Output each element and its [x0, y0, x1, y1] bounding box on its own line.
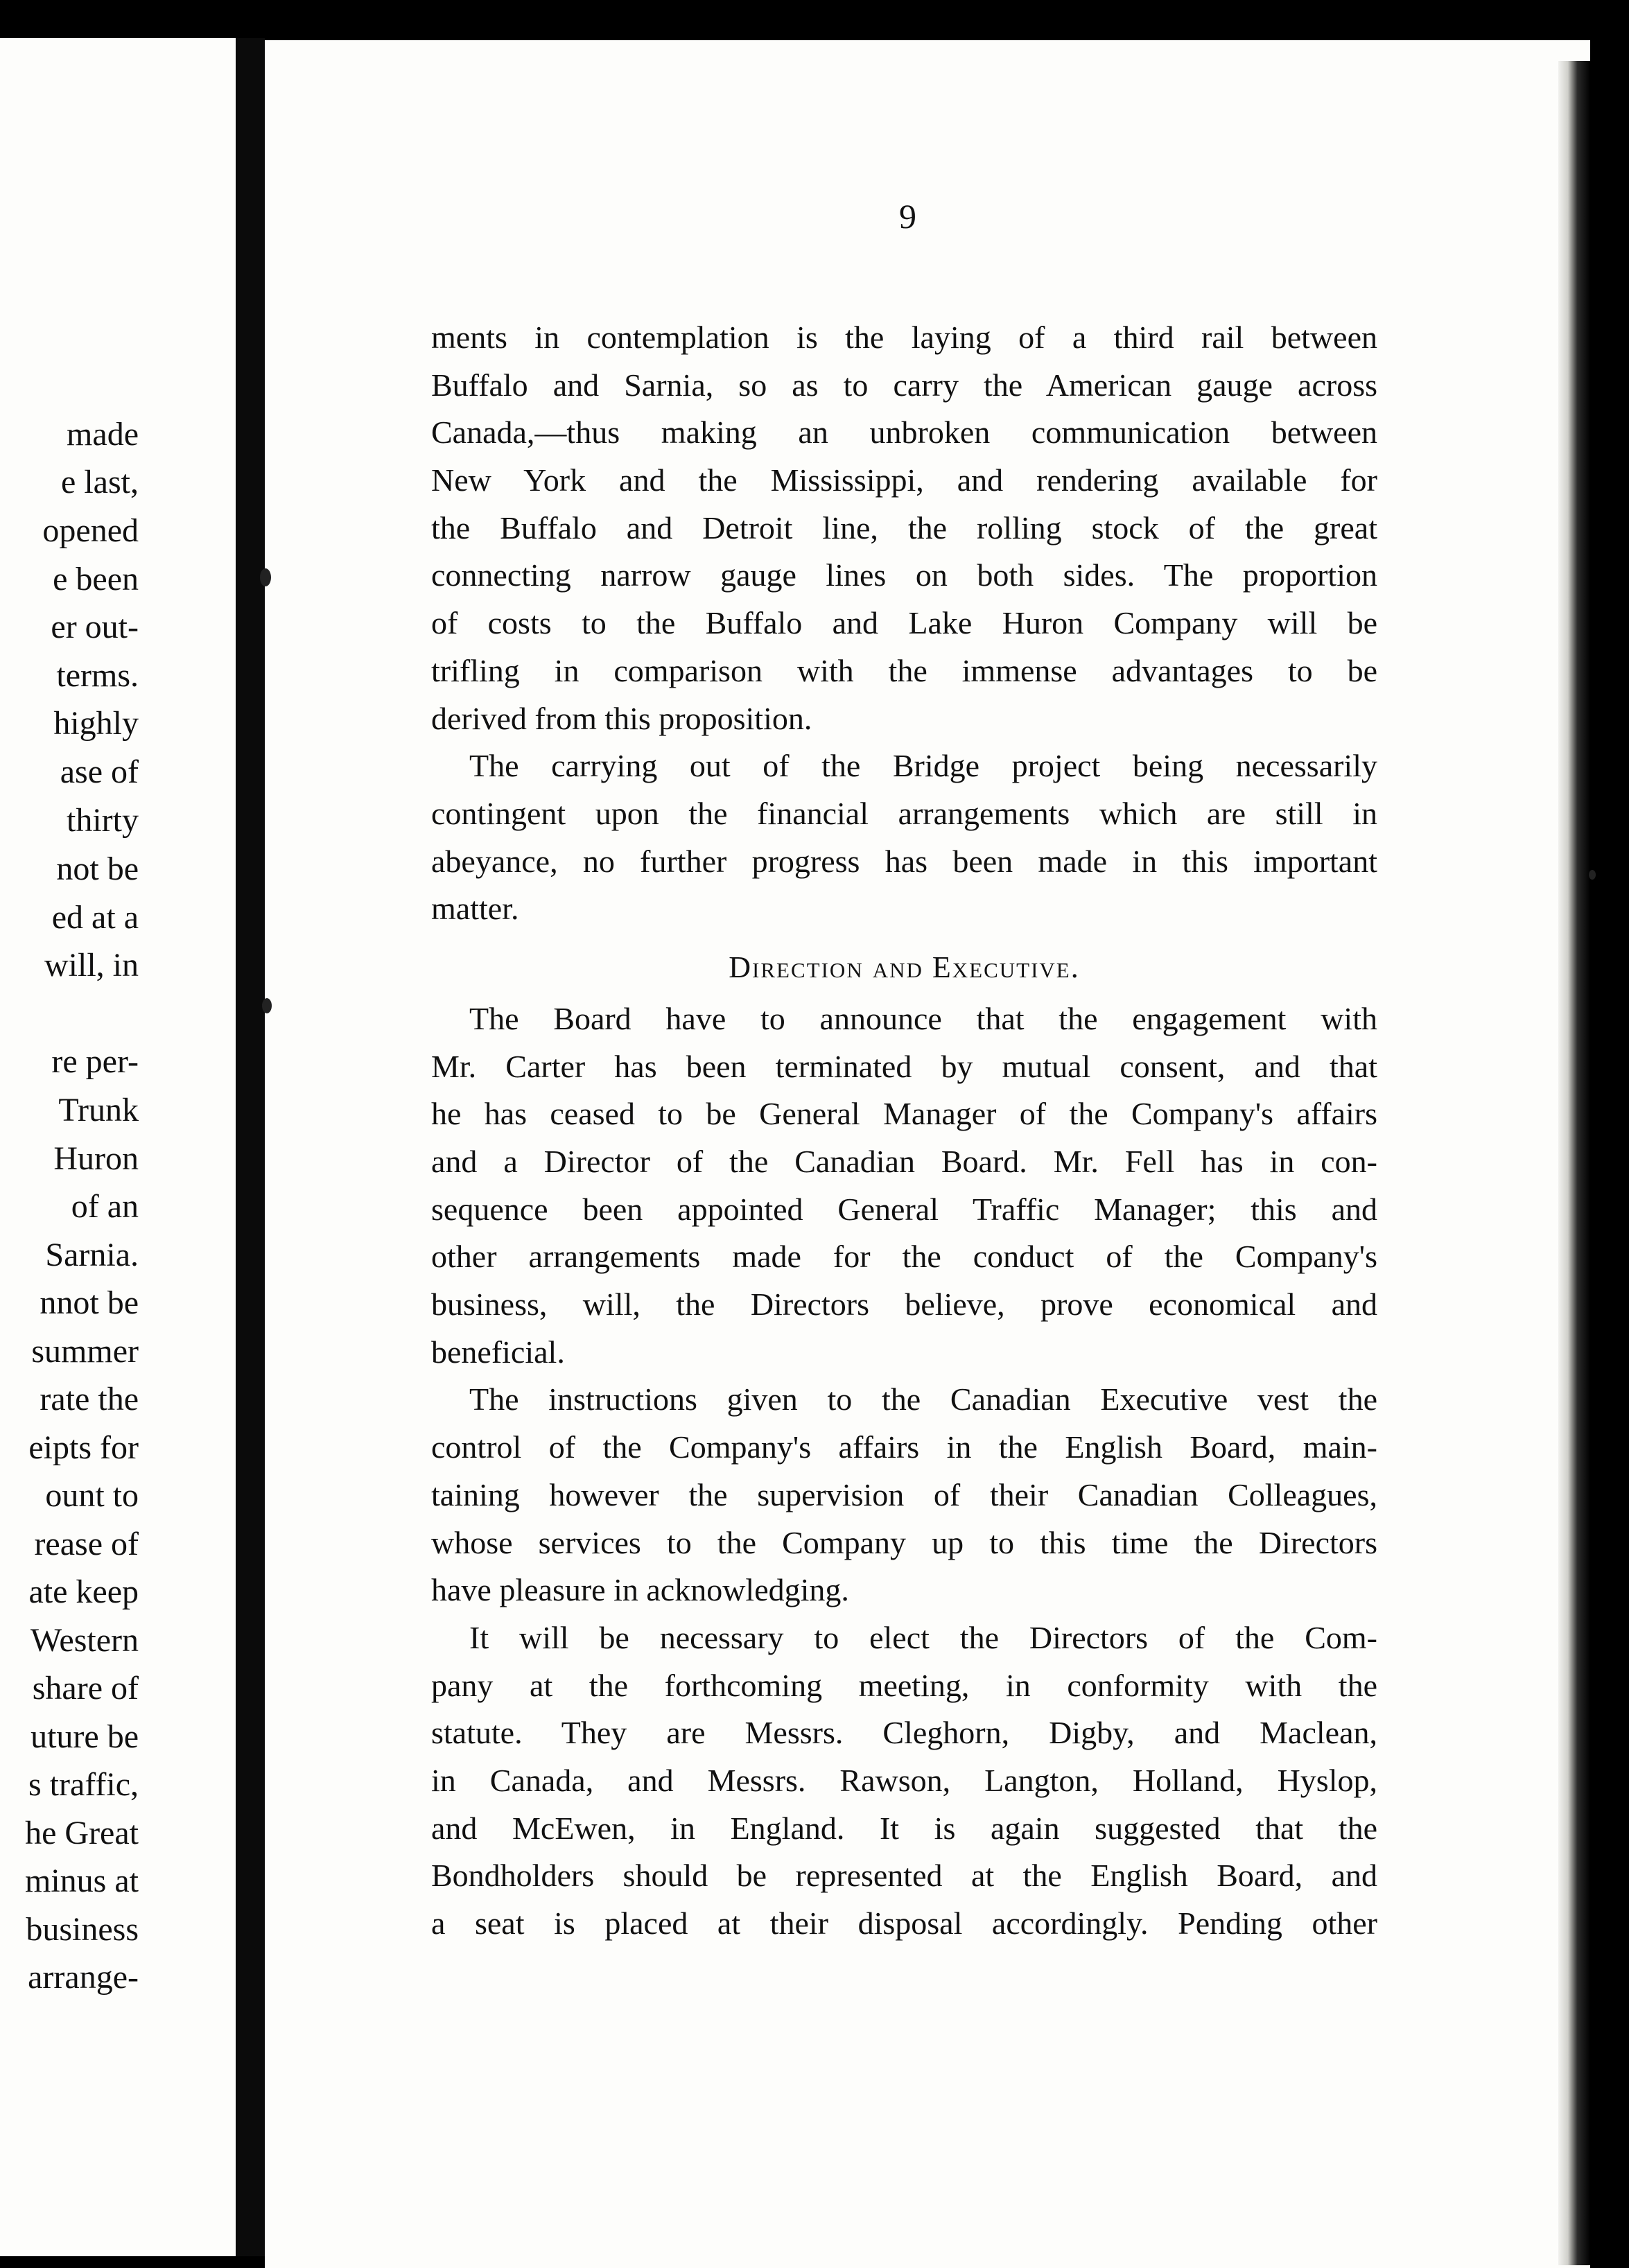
left-line: s traffic,: [28, 1766, 139, 1803]
left-line: ount to: [45, 1477, 139, 1514]
left-line: rease of: [34, 1526, 139, 1562]
scan-speck: [260, 568, 271, 586]
text-line: statute. They are Messrs. Cleghorn, Digby, and Maclean,: [431, 1715, 1377, 1751]
left-line: uture be: [31, 1718, 139, 1755]
text-line: business, will, the Directors believe, prove economical and: [431, 1286, 1377, 1323]
left-line: thirty: [67, 802, 139, 839]
left-line: share of: [32, 1670, 139, 1707]
text-line: derived from this proposition.: [431, 700, 812, 736]
left-line: made: [67, 416, 139, 453]
text-line: in Canada, and Messrs. Rawson, Langton, Holland, Hyslop,: [431, 1762, 1377, 1798]
text-line: taining however the supervision of their Canadian Colleagues,: [431, 1476, 1377, 1512]
left-line: ate keep: [28, 1573, 139, 1610]
text-line: Canada,—thus making an unbroken communication between: [431, 415, 1377, 451]
left-line: minus at: [25, 1863, 139, 1899]
text-line: Buffalo and Sarnia, so as to carry the American gauge across: [431, 367, 1377, 403]
text-line: a seat is placed at their disposal accordingly. Pending other: [431, 1905, 1377, 1941]
scan-speck: [1589, 870, 1596, 880]
left-line: ase of: [60, 753, 139, 790]
section-heading: Direction and Executive.: [729, 950, 1080, 984]
previous-page-fragment: [0, 38, 236, 2256]
text-line: control of the Company's affairs in the English Board, main-: [431, 1429, 1377, 1465]
text-line: The carrying out of the Bridge project being necessarily: [469, 748, 1377, 784]
left-line: Trunk: [58, 1092, 139, 1128]
left-line: opened: [42, 512, 139, 549]
left-line: rate the: [40, 1381, 139, 1418]
text-line: the Buffalo and Detroit line, the rolling stock of the great: [431, 509, 1377, 546]
left-line: er out-: [51, 609, 139, 645]
body-text: [431, 314, 1377, 1948]
left-line: nnot be: [40, 1284, 139, 1321]
text-line: matter.: [431, 891, 519, 927]
left-line: terms.: [56, 657, 139, 694]
text-line: trifling in comparison with the immense advantages to be: [431, 652, 1377, 688]
left-line: Sarnia.: [45, 1237, 139, 1273]
text-line: other arrangements made for the conduct of the Company's: [431, 1239, 1377, 1275]
book-gutter: [236, 38, 265, 2256]
page: [265, 40, 1590, 2268]
left-line: e been: [53, 561, 139, 597]
text-line: connecting narrow gauge lines on both sides. The proportion: [431, 557, 1377, 593]
text-line: beneficial.: [431, 1334, 565, 1370]
left-line: will, in: [44, 947, 139, 984]
left-line: ed at a: [51, 899, 139, 936]
left-line: eipts for: [28, 1429, 139, 1466]
text-line: abeyance, no further progress has been made in this important: [431, 843, 1377, 879]
left-line: e last,: [61, 464, 139, 500]
text-line: pany at the forthcoming meeting, in conformity with the: [431, 1667, 1377, 1703]
text-line: and McEwen, in England. It is again suggested that the: [431, 1810, 1377, 1846]
text-line: ments in contemplation is the laying of a third rail between: [431, 320, 1377, 355]
left-line: summer: [31, 1333, 139, 1370]
left-line: Western: [30, 1622, 139, 1659]
left-line: highly: [53, 705, 139, 742]
text-line: and a Director of the Canadian Board. Mr. Fell has in con-: [431, 1144, 1377, 1179]
text-line: The instructions given to the Canadian Executive vest the: [469, 1381, 1377, 1418]
left-line: Huron: [53, 1140, 139, 1177]
page-number: 9: [899, 197, 916, 236]
text-line: New York and the Mississippi, and rendering available for: [431, 462, 1377, 498]
left-line: he Great: [25, 1815, 139, 1851]
text-line: of costs to the Buffalo and Lake Huron Company will be: [431, 605, 1377, 641]
left-line: business: [26, 1911, 139, 1948]
text-line: contingent upon the financial arrangements which are still in: [431, 795, 1377, 831]
text-line: sequence been appointed General Traffic Manager; this and: [431, 1191, 1377, 1227]
page-edge-shadow: [1558, 61, 1590, 2265]
left-line: not be: [56, 850, 139, 887]
text-line: whose services to the Company up to this time the Directors: [431, 1524, 1377, 1560]
text-line: The Board have to announce that the engagement with: [469, 1000, 1377, 1036]
text-line: Mr. Carter has been terminated by mutual consent, and that: [431, 1048, 1377, 1084]
left-line: of an: [71, 1188, 139, 1225]
left-line: re per-: [51, 1043, 139, 1080]
text-line: have pleasure in acknowledging.: [431, 1572, 849, 1608]
text-line: Bondholders should be represented at the English Board, and: [431, 1858, 1377, 1894]
text-line: It will be necessary to elect the Directors of the Com-: [469, 1619, 1377, 1655]
text-line: he has ceased to be General Manager of the Company's affairs: [431, 1096, 1377, 1132]
scan-speck: [262, 998, 272, 1013]
left-line: arrange-: [28, 1959, 139, 1996]
